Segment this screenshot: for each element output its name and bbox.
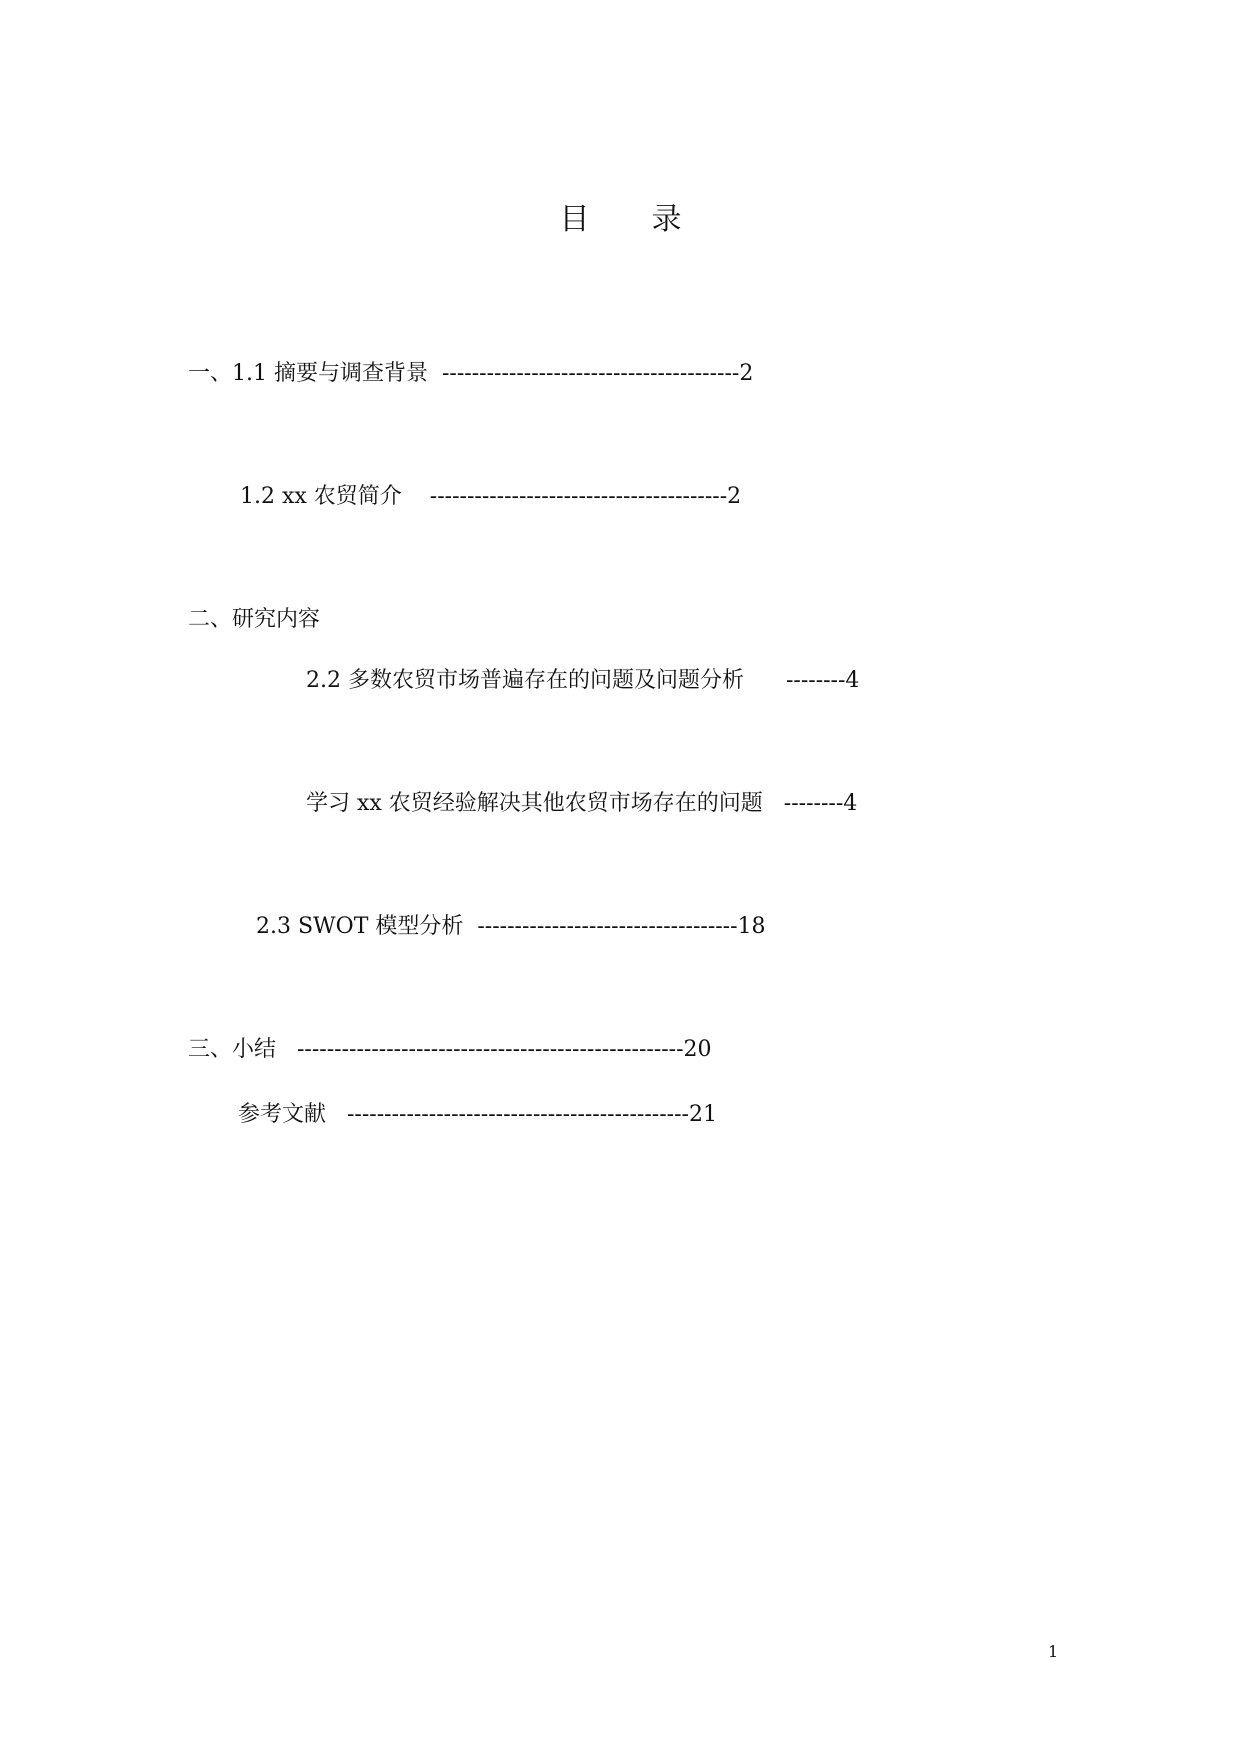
toc-entry-3 xyxy=(306,667,859,695)
toc-entry-label: 三、小结 xyxy=(188,1037,277,1062)
toc-entry-6 xyxy=(188,1036,712,1064)
toc-entry-1 xyxy=(188,360,753,388)
toc-entry-page: 18 xyxy=(737,914,766,939)
toc-entry-leader: ---------------------------------------- xyxy=(441,361,740,386)
toc-entry-leader: -------- xyxy=(783,791,844,816)
toc-entry-leader: -------- xyxy=(785,668,846,693)
toc-entry-page: 2 xyxy=(739,361,754,386)
toc-entry-page: 2 xyxy=(727,484,742,509)
toc-entry-label: 参考文献 xyxy=(238,1102,327,1127)
toc-entry-label: 一、1.1 摘要与调查背景 xyxy=(188,361,428,386)
toc-title-char-1: 目 xyxy=(559,202,590,237)
toc-entry-leader: ----------------------------------- xyxy=(477,914,738,939)
toc-entry-page: 21 xyxy=(688,1102,717,1127)
toc-title xyxy=(0,194,1241,238)
page-number: 1 xyxy=(1048,1642,1059,1661)
toc-entry-label: 学习 xx 农贸经验解决其他农贸市场存在的问题 xyxy=(306,791,763,816)
toc-entry-label: 2.2 多数农贸市场普遍存在的问题及问题分析 xyxy=(306,668,744,693)
toc-entry-page: 20 xyxy=(683,1037,712,1062)
toc-entry-leader: ---------------------------------------------- xyxy=(347,1102,689,1127)
toc-entry-5 xyxy=(256,913,766,941)
toc-entry-label: 2.3 SWOT 模型分析 xyxy=(256,914,464,939)
toc-entry-7 xyxy=(238,1101,717,1129)
toc-entry-label: 1.2 xx 农贸简介 xyxy=(240,484,402,509)
toc-section-heading xyxy=(188,606,320,634)
toc-entry-2 xyxy=(240,483,741,511)
toc-entry-leader: ---------------------------------------------------- xyxy=(297,1037,684,1062)
toc-entry-page: 4 xyxy=(843,791,858,816)
toc-entry-4 xyxy=(306,790,857,818)
toc-entry-leader: ---------------------------------------- xyxy=(429,484,728,509)
toc-entry-page: 4 xyxy=(845,668,860,693)
toc-title-char-2: 录 xyxy=(651,202,682,237)
toc-entry-label: 二、研究内容 xyxy=(188,607,321,632)
